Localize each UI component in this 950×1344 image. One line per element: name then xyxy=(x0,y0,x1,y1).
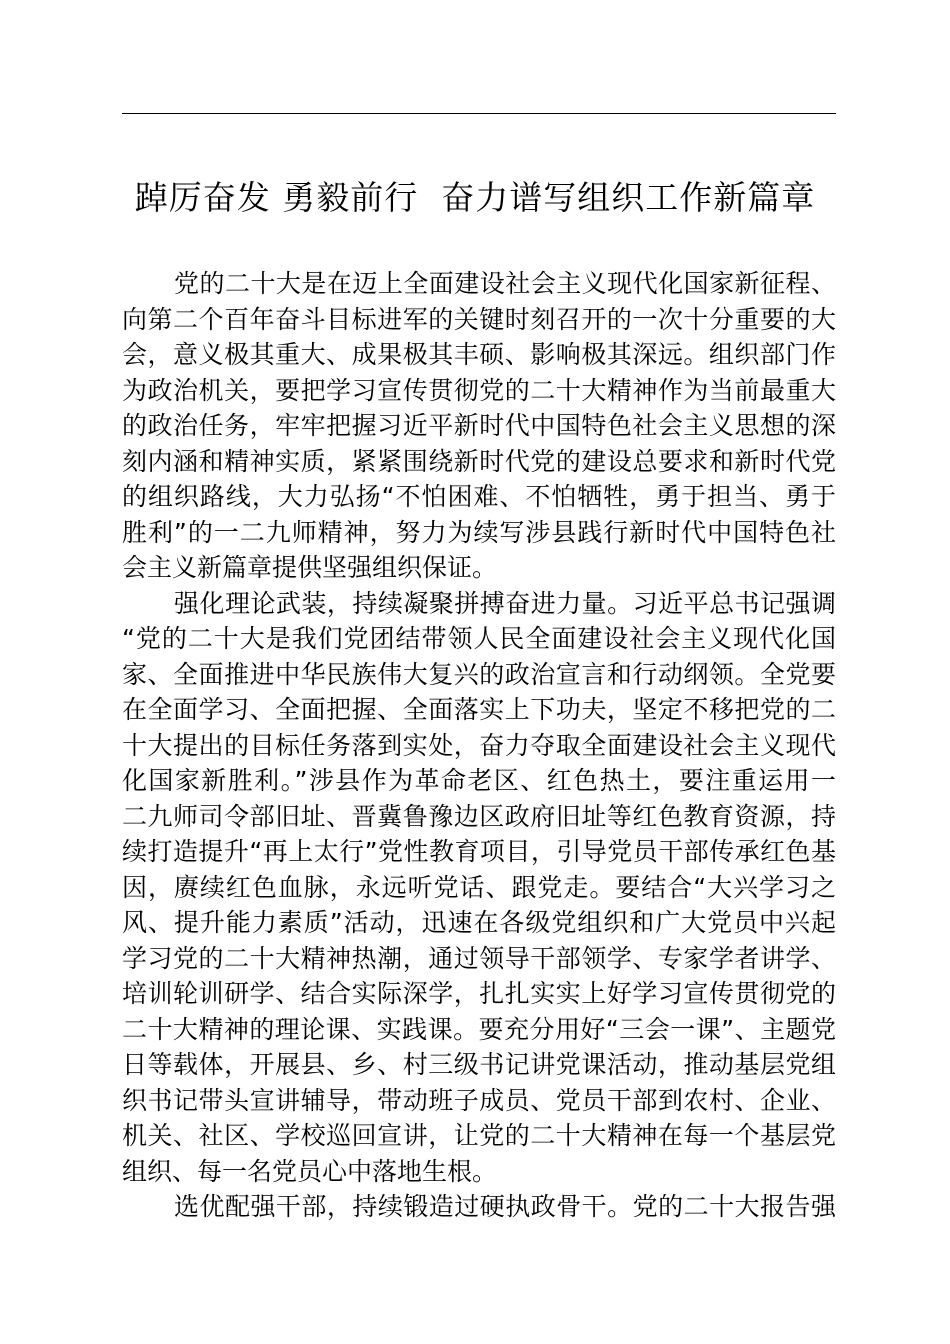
text-line: 胜利”的一二九师精神，努力为续写涉县践行新时代中国特色社 xyxy=(122,517,836,547)
text-line: 的政治任务，牢牢把握习近平新时代中国特色社会主义思想的深 xyxy=(122,411,836,440)
text-line: 选优配强干部，持续锻造过硬执政骨干。党的二十大报告强 xyxy=(174,1192,836,1221)
text-line: 学习党的二十大精神热潮，通过领导干部领学、专家学者讲学、 xyxy=(122,943,836,973)
text-line: 因，赓续红色血脉，永远听党话、跟党走。要结合“大兴学习之 xyxy=(122,872,836,902)
text-line: 在全面学习、全面把握、全面落实上下功夫，坚定不移把党的二 xyxy=(122,695,836,724)
document-body xyxy=(122,266,836,1225)
document-title: 踔厉奋发 勇毅前行 奋力谱写组织工作新篇章 xyxy=(134,178,816,217)
text-line: 的组织路线，大力弘扬“不怕困难、不怕牺牲，勇于担当、勇于 xyxy=(122,482,836,511)
paragraph-cadres xyxy=(122,1189,836,1225)
text-line: 二十大精神的理论课、实践课。要充分用好“三会一课”、主题党 xyxy=(122,1014,836,1044)
paragraph-theory xyxy=(122,586,836,1190)
text-line: 家、全面推进中华民族伟大复兴的政治宣言和行动纲领。全党要 xyxy=(122,659,836,689)
text-line: 化国家新胜利。”涉县作为革命老区、红色热土，要注重运用一 xyxy=(122,766,836,795)
text-line: 为政治机关，要把学习宣传贯彻党的二十大精神作为当前最重大 xyxy=(122,375,836,405)
text-line: 组织、每一名党员心中落地生根。 xyxy=(122,1156,498,1186)
text-line: 培训轮训研学、结合实际深学，扎扎实实上好学习宣传贯彻党的 xyxy=(122,979,836,1008)
text-line: 会主义新篇章提供坚强组织保证。 xyxy=(122,553,498,582)
text-line: 刻内涵和精神实质，紧紧围绕新时代党的建设总要求和新时代党 xyxy=(122,446,836,476)
paragraph-intro xyxy=(122,266,836,586)
text-line: 日等载体，开展县、乡、村三级书记讲党课活动，推动基层党组 xyxy=(122,1050,836,1079)
text-line: 向第二个百年奋斗目标进军的关键时刻召开的一次十分重要的大 xyxy=(122,304,836,334)
text-line: 机关、社区、学校巡回宣讲，让党的二十大精神在每一个基层党 xyxy=(122,1121,836,1150)
text-line: 十大提出的目标任务落到实处，奋力夺取全面建设社会主义现代 xyxy=(122,730,836,760)
header-divider xyxy=(122,113,836,114)
text-line: 续打造提升“再上太行”党性教育项目，引导党员干部传承红色基 xyxy=(122,837,836,866)
text-line: “党的二十大是我们党团结带领人民全面建设社会主义现代化国 xyxy=(122,624,836,653)
text-line: 二九师司令部旧址、晋冀鲁豫边区政府旧址等红色教育资源，持 xyxy=(122,801,836,831)
text-line: 党的二十大是在迈上全面建设社会主义现代化国家新征程、 xyxy=(174,269,836,298)
text-line: 风、提升能力素质”活动，迅速在各级党组织和广大党员中兴起 xyxy=(122,908,836,937)
text-line: 强化理论武装，持续凝聚拼搏奋进力量。习近平总书记强调 xyxy=(174,588,836,618)
text-line: 织书记带头宣讲辅导，带动班子成员、党员干部到农村、企业、 xyxy=(122,1085,836,1115)
text-line: 会，意义极其重大、成果极其丰硕、影响极其深远。组织部门作 xyxy=(122,340,836,369)
